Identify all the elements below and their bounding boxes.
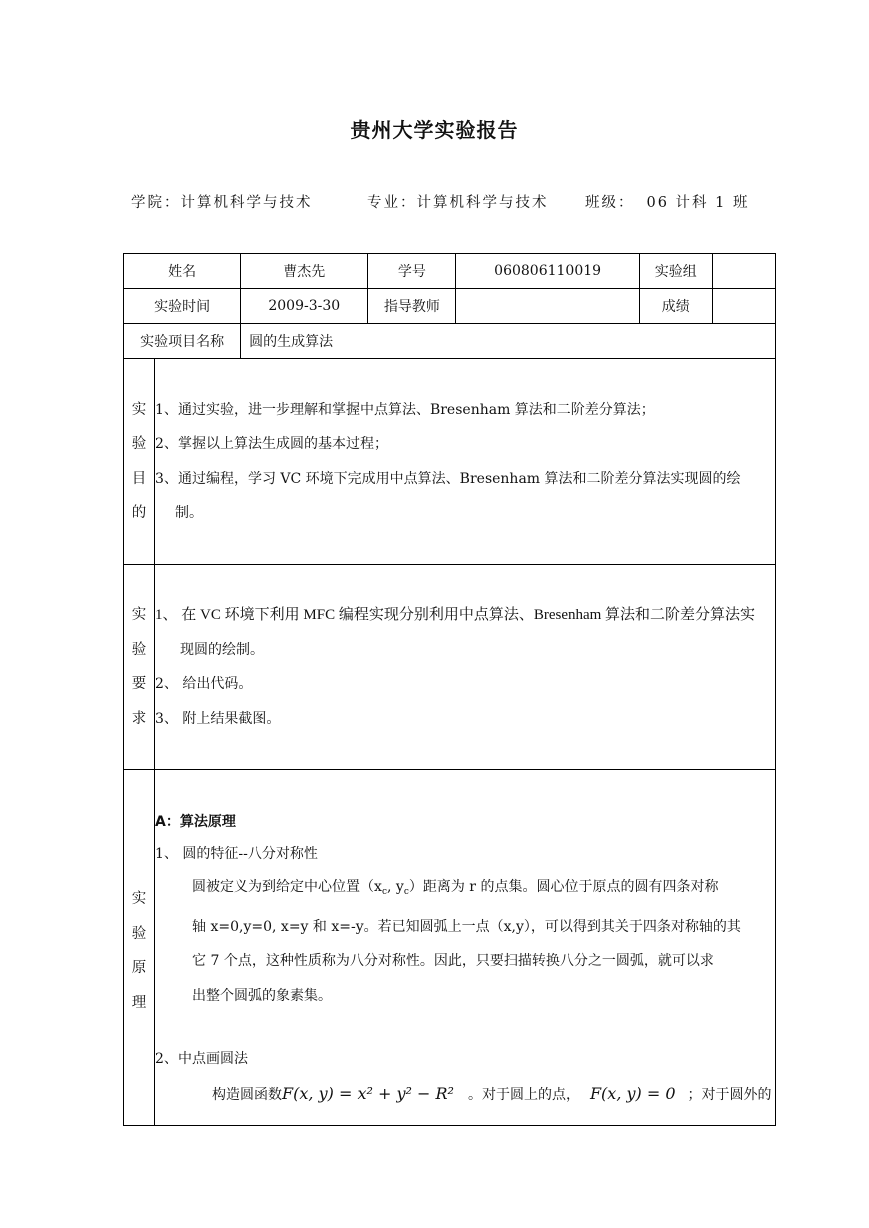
id-value: 060806110019: [456, 254, 639, 289]
college-label: 学院：: [131, 195, 181, 211]
paragraph-line: 轴 x=0,y=0, x=y 和 x=-y。若已知圆弧上一点（x,y），可以得到其关于四条对称轴的其: [192, 918, 741, 935]
teacher-value: [456, 289, 639, 324]
list-item: 3、 附上结果截图。: [155, 710, 281, 727]
section-heading: A：算法原理: [155, 814, 236, 830]
major-label: 专业：: [367, 195, 417, 211]
class-label: 班级：: [585, 195, 635, 211]
score-value: [712, 289, 775, 324]
purpose-label: 实 验 目 的: [124, 359, 155, 565]
formula-circle-function: F(x, y) = x² + y² − R²: [282, 1083, 454, 1103]
project-value: 圆的生成算法: [241, 324, 776, 359]
table-row: [124, 324, 776, 359]
principle-label: 实 验 原 理: [124, 770, 155, 1126]
list-item: 2、 给出代码。: [155, 676, 253, 692]
requirements-row: [124, 565, 776, 770]
list-item: 制。: [175, 505, 204, 521]
college-value: 计算机科学与技术: [180, 195, 313, 211]
table-row: [124, 254, 776, 289]
purpose-row: [124, 359, 776, 565]
id-label: 学号: [368, 254, 456, 289]
section-title: 2、中点画圆法: [155, 1051, 248, 1067]
purpose-content: [155, 359, 776, 565]
score-label: 成绩: [639, 289, 712, 324]
teacher-label: 指导教师: [368, 289, 456, 324]
report-table: [123, 253, 776, 1126]
requirements-label: 实 验 要 求: [124, 565, 155, 770]
section-title: 1、 圆的特征--八分对称性: [155, 846, 318, 862]
name-value: 曹杰先: [241, 254, 368, 289]
principle-content: [155, 770, 776, 1126]
requirements-content: [155, 565, 776, 770]
list-item: 1、通过实验，进一步理解和掌握中点算法、Bresenham 算法和二阶差分算法；: [155, 401, 655, 418]
paragraph-line: 圆被定义为到给定中心位置（$x_c$, $y_c$）距离为 r 的点集。圆心位于原点的圆有四条对称: [192, 879, 719, 897]
list-item: 1、 在 VC 环境下利用 MFC 编程实现分别利用中点算法、Bresenham 算法和二阶差分算法实: [155, 607, 756, 623]
paragraph-line: 出整个圆弧的象素集。: [192, 987, 333, 1004]
principle-row: [124, 770, 776, 1126]
table-row: [124, 289, 776, 324]
name-label: 姓名: [124, 254, 241, 289]
major-info: [367, 191, 549, 212]
time-label: 实验时间: [124, 289, 241, 324]
formula-on-circle: F(x, y) = 0: [589, 1083, 676, 1103]
list-item: 2、掌握以上算法生成圆的基本过程；: [155, 436, 388, 452]
project-label: 实验项目名称: [124, 324, 241, 359]
list-item: 3、通过编程，学习 VC 环境下完成用中点算法、Bresenham 算法和二阶差分算法实现圆的绘: [155, 470, 741, 487]
paragraph-line: 它 7 个点，这种性质称为八分对称性。因此，只要扫描转换八分之一圆弧，就可以求: [192, 953, 714, 969]
group-value: [712, 254, 775, 289]
group-label: 实验组: [639, 254, 712, 289]
class-info: [585, 191, 750, 212]
paragraph-line: 构造圆函数F(x, y) = x² + y² − R² 。对于圆上的点， F(x, y) = 0 ；对于圆外的: [212, 1083, 772, 1103]
college-info: [131, 191, 313, 212]
major-value: 计算机科学与技术: [416, 195, 549, 211]
list-item: 现圆的绘制。: [180, 641, 265, 658]
page-title: 贵州大学实验报告: [350, 118, 519, 142]
time-value: 2009-3-30: [241, 289, 368, 324]
class-value: 06 计科 1 班: [646, 195, 750, 211]
